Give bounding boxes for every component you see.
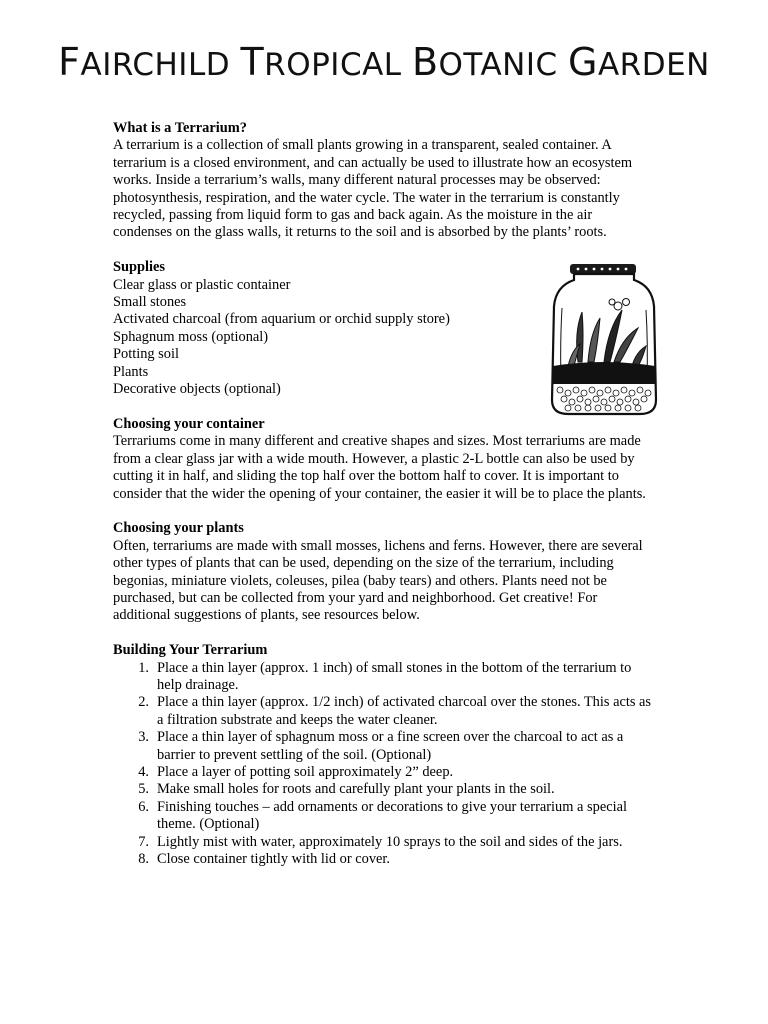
step-number: 3. bbox=[138, 729, 149, 746]
list-item: Decorative objects (optional) bbox=[113, 381, 281, 398]
wordmark-rest: ROPICAL bbox=[264, 47, 402, 83]
list-item bbox=[113, 660, 653, 695]
wordmark-initial: F bbox=[58, 40, 81, 84]
list-item bbox=[113, 834, 653, 851]
list-item bbox=[113, 729, 653, 764]
section-building bbox=[113, 642, 653, 868]
document-body bbox=[113, 120, 653, 886]
section-heading: Building Your Terrarium bbox=[113, 642, 268, 659]
wordmark-initial: T bbox=[240, 40, 265, 84]
garden-wordmark bbox=[58, 40, 710, 84]
wordmark-rest: ARDEN bbox=[597, 47, 710, 83]
wordmark-initial: B bbox=[411, 40, 439, 84]
step-number: 4. bbox=[138, 763, 149, 780]
step-text: Make small holes for roots and carefully plant your plants in the soil. bbox=[157, 781, 555, 798]
section-paragraph: Terrariums come in many different and creative shapes and sizes. Most terrariums are made from a clear glass jar with a wide mouth. However, a plastic 2-L bottle can also be used by cutting it in half, and sliding the top half over the bottom half to cover. It is important to consider that the wider the opening of your container, the easier it will be to place the plants. bbox=[113, 433, 646, 502]
step-text: Lightly mist with water, approximately 10 sprays to the soil and sides of the jars. bbox=[157, 833, 623, 850]
section-choosing-plants bbox=[113, 520, 653, 624]
list-item: Sphagnum moss (optional) bbox=[113, 328, 269, 345]
wordmark-rest: AIRCHILD bbox=[80, 47, 231, 83]
section-paragraph: A terrarium is a collection of small plants growing in a transparent, sealed container. A terrarium is a closed environment, and can actually be used to illustrate how an ecosystem works. Inside a terrarium’s walls, many different natural processes may be observed: photosynthesis, respiration, and the water cycle. The water in the terrarium is constantly recycled, passing from liquid form to gas and back again. As the moisture in the air condenses on the glass walls, it returns to the soil and is absorbed by the plants’ roots. bbox=[113, 137, 633, 241]
section-heading: Supplies bbox=[113, 259, 165, 276]
section-paragraph: Often, terrariums are made with small mosses, lichens and ferns. However, there are several other types of plants that can be used, depending on the size of the terrarium, including begonias, miniature violets, coleuses, pilea (baby tears) and others. Plants need not be purchased, but can be collected from your yard and neighborhood. Get creative! For additional suggestions of plants, see resources below. bbox=[113, 537, 643, 624]
steps-list bbox=[113, 660, 653, 869]
list-item bbox=[113, 694, 653, 729]
terrarium-jar-illustration bbox=[548, 262, 660, 418]
section-what-is-terrarium bbox=[113, 120, 653, 242]
wordmark-rest: OTANIC bbox=[438, 47, 558, 83]
step-number: 5. bbox=[138, 781, 149, 798]
list-item bbox=[113, 764, 653, 781]
step-number: 6. bbox=[138, 798, 149, 815]
step-text: Close container tightly with lid or cover. bbox=[157, 851, 391, 867]
list-item: Activated charcoal (from aquarium or orchid supply store) bbox=[113, 311, 450, 328]
list-item: Potting soil bbox=[113, 346, 179, 363]
soil-layer bbox=[553, 362, 655, 384]
step-number: 8. bbox=[138, 851, 149, 867]
step-number: 1. bbox=[138, 659, 149, 676]
step-number: 7. bbox=[138, 833, 149, 850]
step-text: Finishing touches – add ornaments or decorations to give your terrarium a special theme. (Optional) bbox=[157, 798, 627, 833]
step-text: Place a thin layer (approx. 1/2 inch) of activated charcoal over the stones. This acts as a filtration substrate and keeps the water cleaner. bbox=[157, 694, 652, 728]
step-text: Place a thin layer (approx. 1 inch) of small stones in the bottom of the terrarium to help drainage. bbox=[157, 659, 632, 693]
section-heading: What is a Terrarium? bbox=[113, 120, 247, 136]
list-item bbox=[113, 799, 653, 834]
masthead bbox=[0, 40, 768, 84]
step-text: Place a layer of potting soil approximately 2” deep. bbox=[157, 763, 454, 780]
list-item bbox=[113, 781, 653, 798]
list-item bbox=[113, 851, 653, 868]
list-item: Small stones bbox=[113, 294, 187, 311]
list-item: Plants bbox=[113, 363, 149, 380]
step-number: 2. bbox=[138, 694, 149, 711]
section-heading: Choosing your container bbox=[113, 415, 265, 432]
step-text: Place a thin layer of sphagnum moss or a fine screen over the charcoal to act as a barrier to prevent settling of the soil. (Optional) bbox=[157, 729, 624, 763]
section-heading: Choosing your plants bbox=[113, 520, 244, 537]
section-choosing-container bbox=[113, 416, 653, 503]
list-item: Clear glass or plastic container bbox=[113, 276, 291, 293]
wordmark-initial: G bbox=[568, 40, 598, 84]
